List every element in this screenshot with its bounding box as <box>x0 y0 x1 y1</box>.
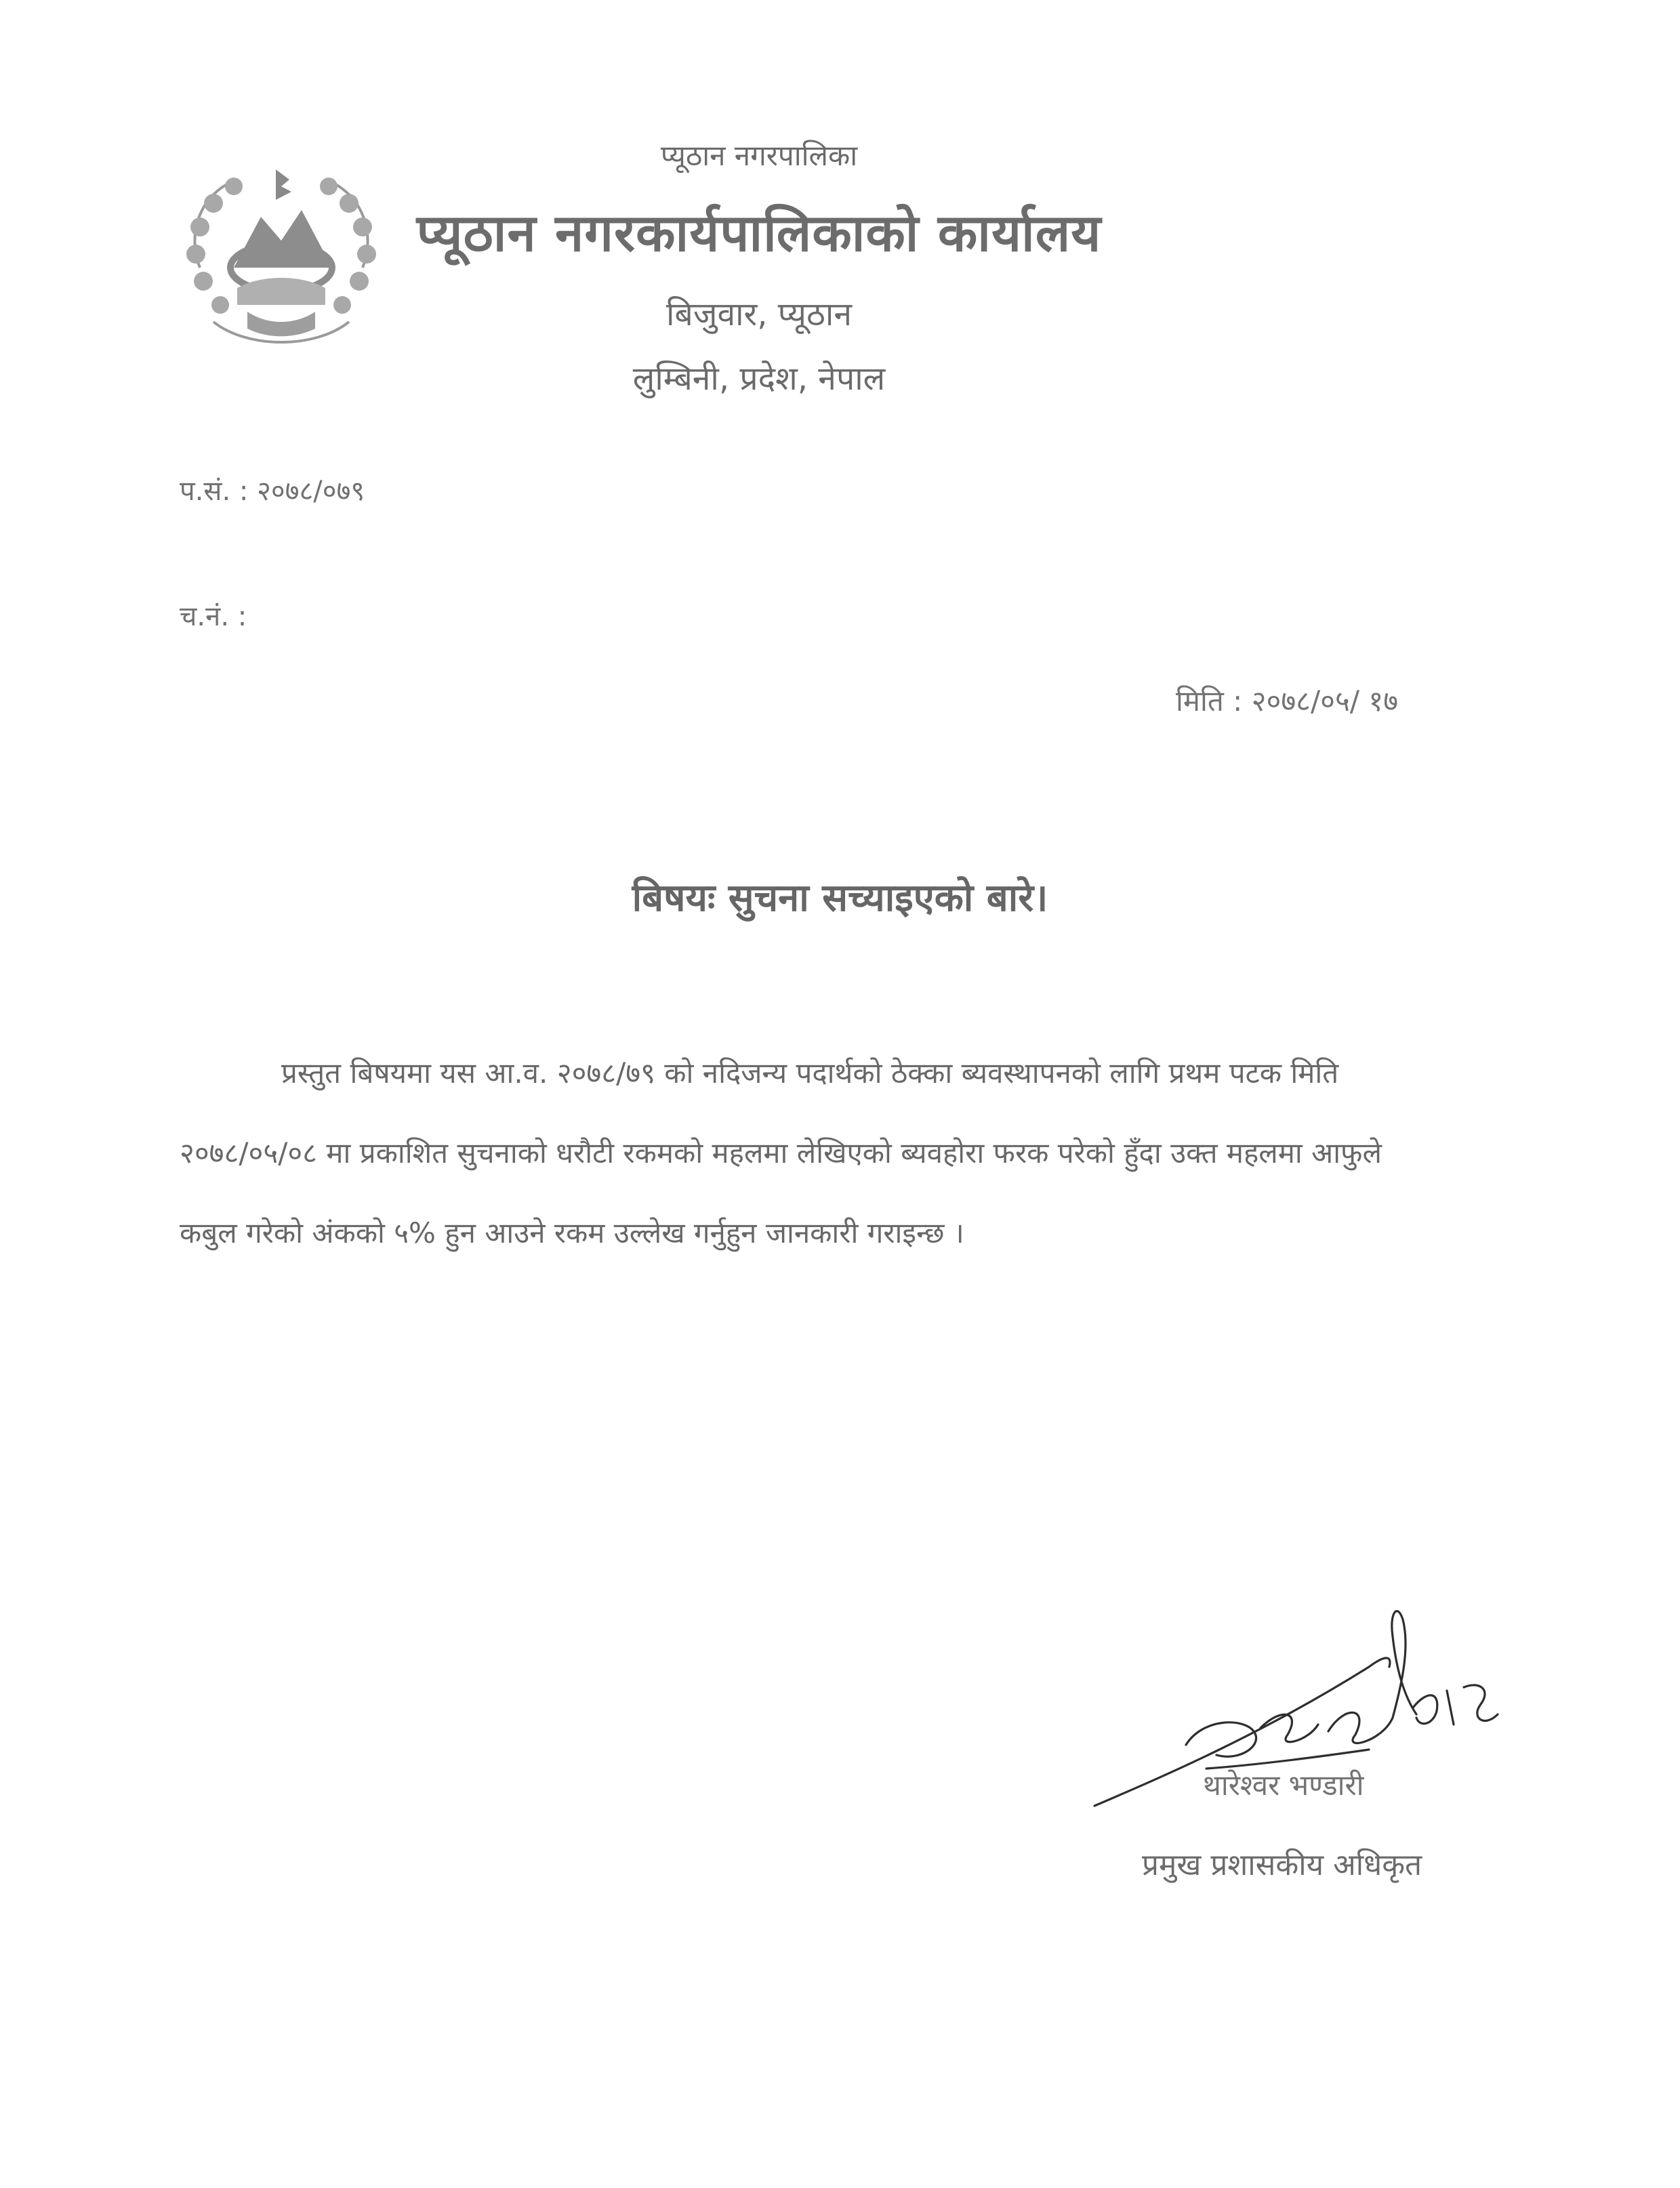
nepal-emblem-icon <box>173 152 390 369</box>
letter-subject: बिषयः सुचना सच्याइएको बारे। <box>632 876 1048 920</box>
dispatch-number: च.नं. : <box>180 601 247 632</box>
address-line-1: बिजुवार, प्यूठान <box>666 295 852 333</box>
letter-date: मिति : २०७८/०५/ १७ <box>1176 684 1399 718</box>
signatory-title: प्रमुख प्रशासकीय अधिकृत <box>1142 1848 1422 1882</box>
letter-body: प्रस्तुत बिषयमा यस आ.व. २०७८/७९ को नदिजन्य पदार्थको ठेक्का ब्यवस्थापनको लागि प्रथम पटक मिति २०७८/०५/०८ मा प्रकाशित सुचनाको धरौटी रकमको महलमा लेखिएको ब्यवहोरा फरक परेको हुँदा उक्त महलमा आफुले कबुल गरेको अंकको ५% हुन आउने रकम उल्लेख गर्नुहुन जानकारी गराइन्छ । <box>180 1056 1382 1250</box>
letter-reference-number: प.सं. : २०७८/०७९ <box>180 476 365 507</box>
municipality-name: प्यूठान नगरपालिका <box>660 139 858 172</box>
signatory-name: थारेश्वर भण्डारी <box>1203 1769 1364 1802</box>
office-name: प्यूठान नगरकार्यपालिकाको कार्यालय <box>416 203 1102 263</box>
address-line-2: लुम्बिनी, प्रदेश, नेपाल <box>632 360 886 398</box>
